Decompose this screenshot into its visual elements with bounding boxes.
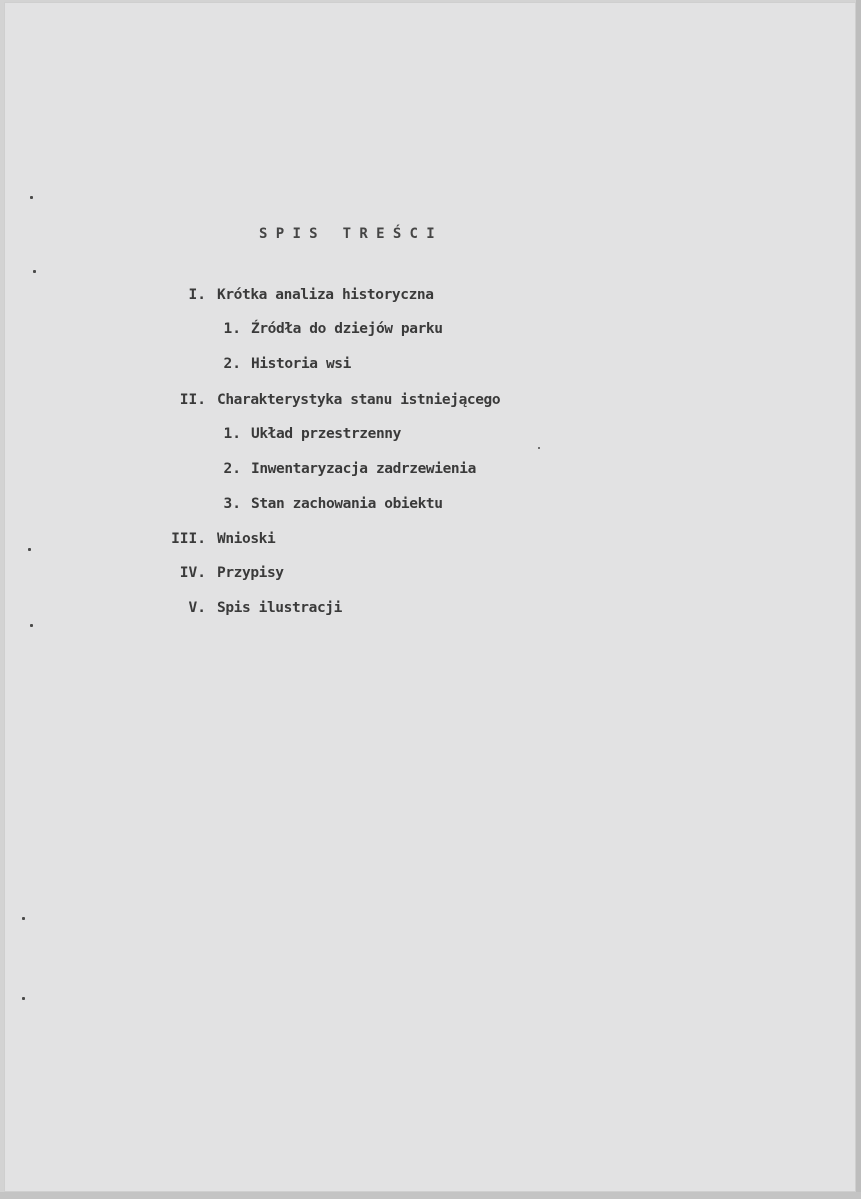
toc-entry-number: V. (188, 600, 206, 616)
toc-entry (0, 321, 861, 341)
toc-entry-number: II. (179, 392, 206, 408)
toc-title: SPIS TREŚCI (259, 226, 444, 242)
toc-entry-number: I. (188, 287, 206, 303)
margin-mark (22, 917, 25, 920)
toc-entry-label: Charakterystyka stanu istniejącego (217, 392, 501, 408)
toc-entry-label: Stan zachowania obiektu (251, 496, 443, 512)
toc-entry-label: Wnioski (217, 531, 276, 547)
toc-entry-number: 1. (223, 426, 241, 442)
toc-entry-label: Źródła do dziejów parku (251, 321, 443, 337)
paper-sheet (4, 2, 856, 1192)
toc-entry-number: 1. (223, 321, 241, 337)
toc-entry (0, 531, 861, 551)
toc-entry (0, 565, 861, 585)
toc-entry (0, 426, 861, 446)
margin-mark (30, 624, 33, 627)
margin-mark (30, 196, 33, 199)
toc-entry (0, 461, 861, 481)
toc-entry (0, 496, 861, 516)
toc-entry-label: Spis ilustracji (217, 600, 342, 616)
toc-entry-label: Krótka analiza historyczna (217, 287, 434, 303)
toc-entry-number: 2. (223, 356, 241, 372)
toc-entry-label: Inwentaryzacja zadrzewienia (251, 461, 476, 477)
margin-mark (22, 997, 25, 1000)
toc-entry-number: III. (171, 531, 206, 547)
toc-entry (0, 356, 861, 376)
toc-entry-number: IV. (179, 565, 206, 581)
toc-entry (0, 600, 861, 620)
margin-mark (33, 270, 36, 273)
toc-entry-number: 2. (223, 461, 241, 477)
toc-entry-number: 3. (223, 496, 241, 512)
toc-entry (0, 287, 861, 307)
toc-entry-label: Układ przestrzenny (251, 426, 401, 442)
margin-mark (538, 447, 540, 449)
page-bottom-shadow (0, 1192, 861, 1199)
toc-entry-label: Przypisy (217, 565, 284, 581)
toc-entry (0, 392, 861, 412)
toc-entry-label: Historia wsi (251, 356, 351, 372)
